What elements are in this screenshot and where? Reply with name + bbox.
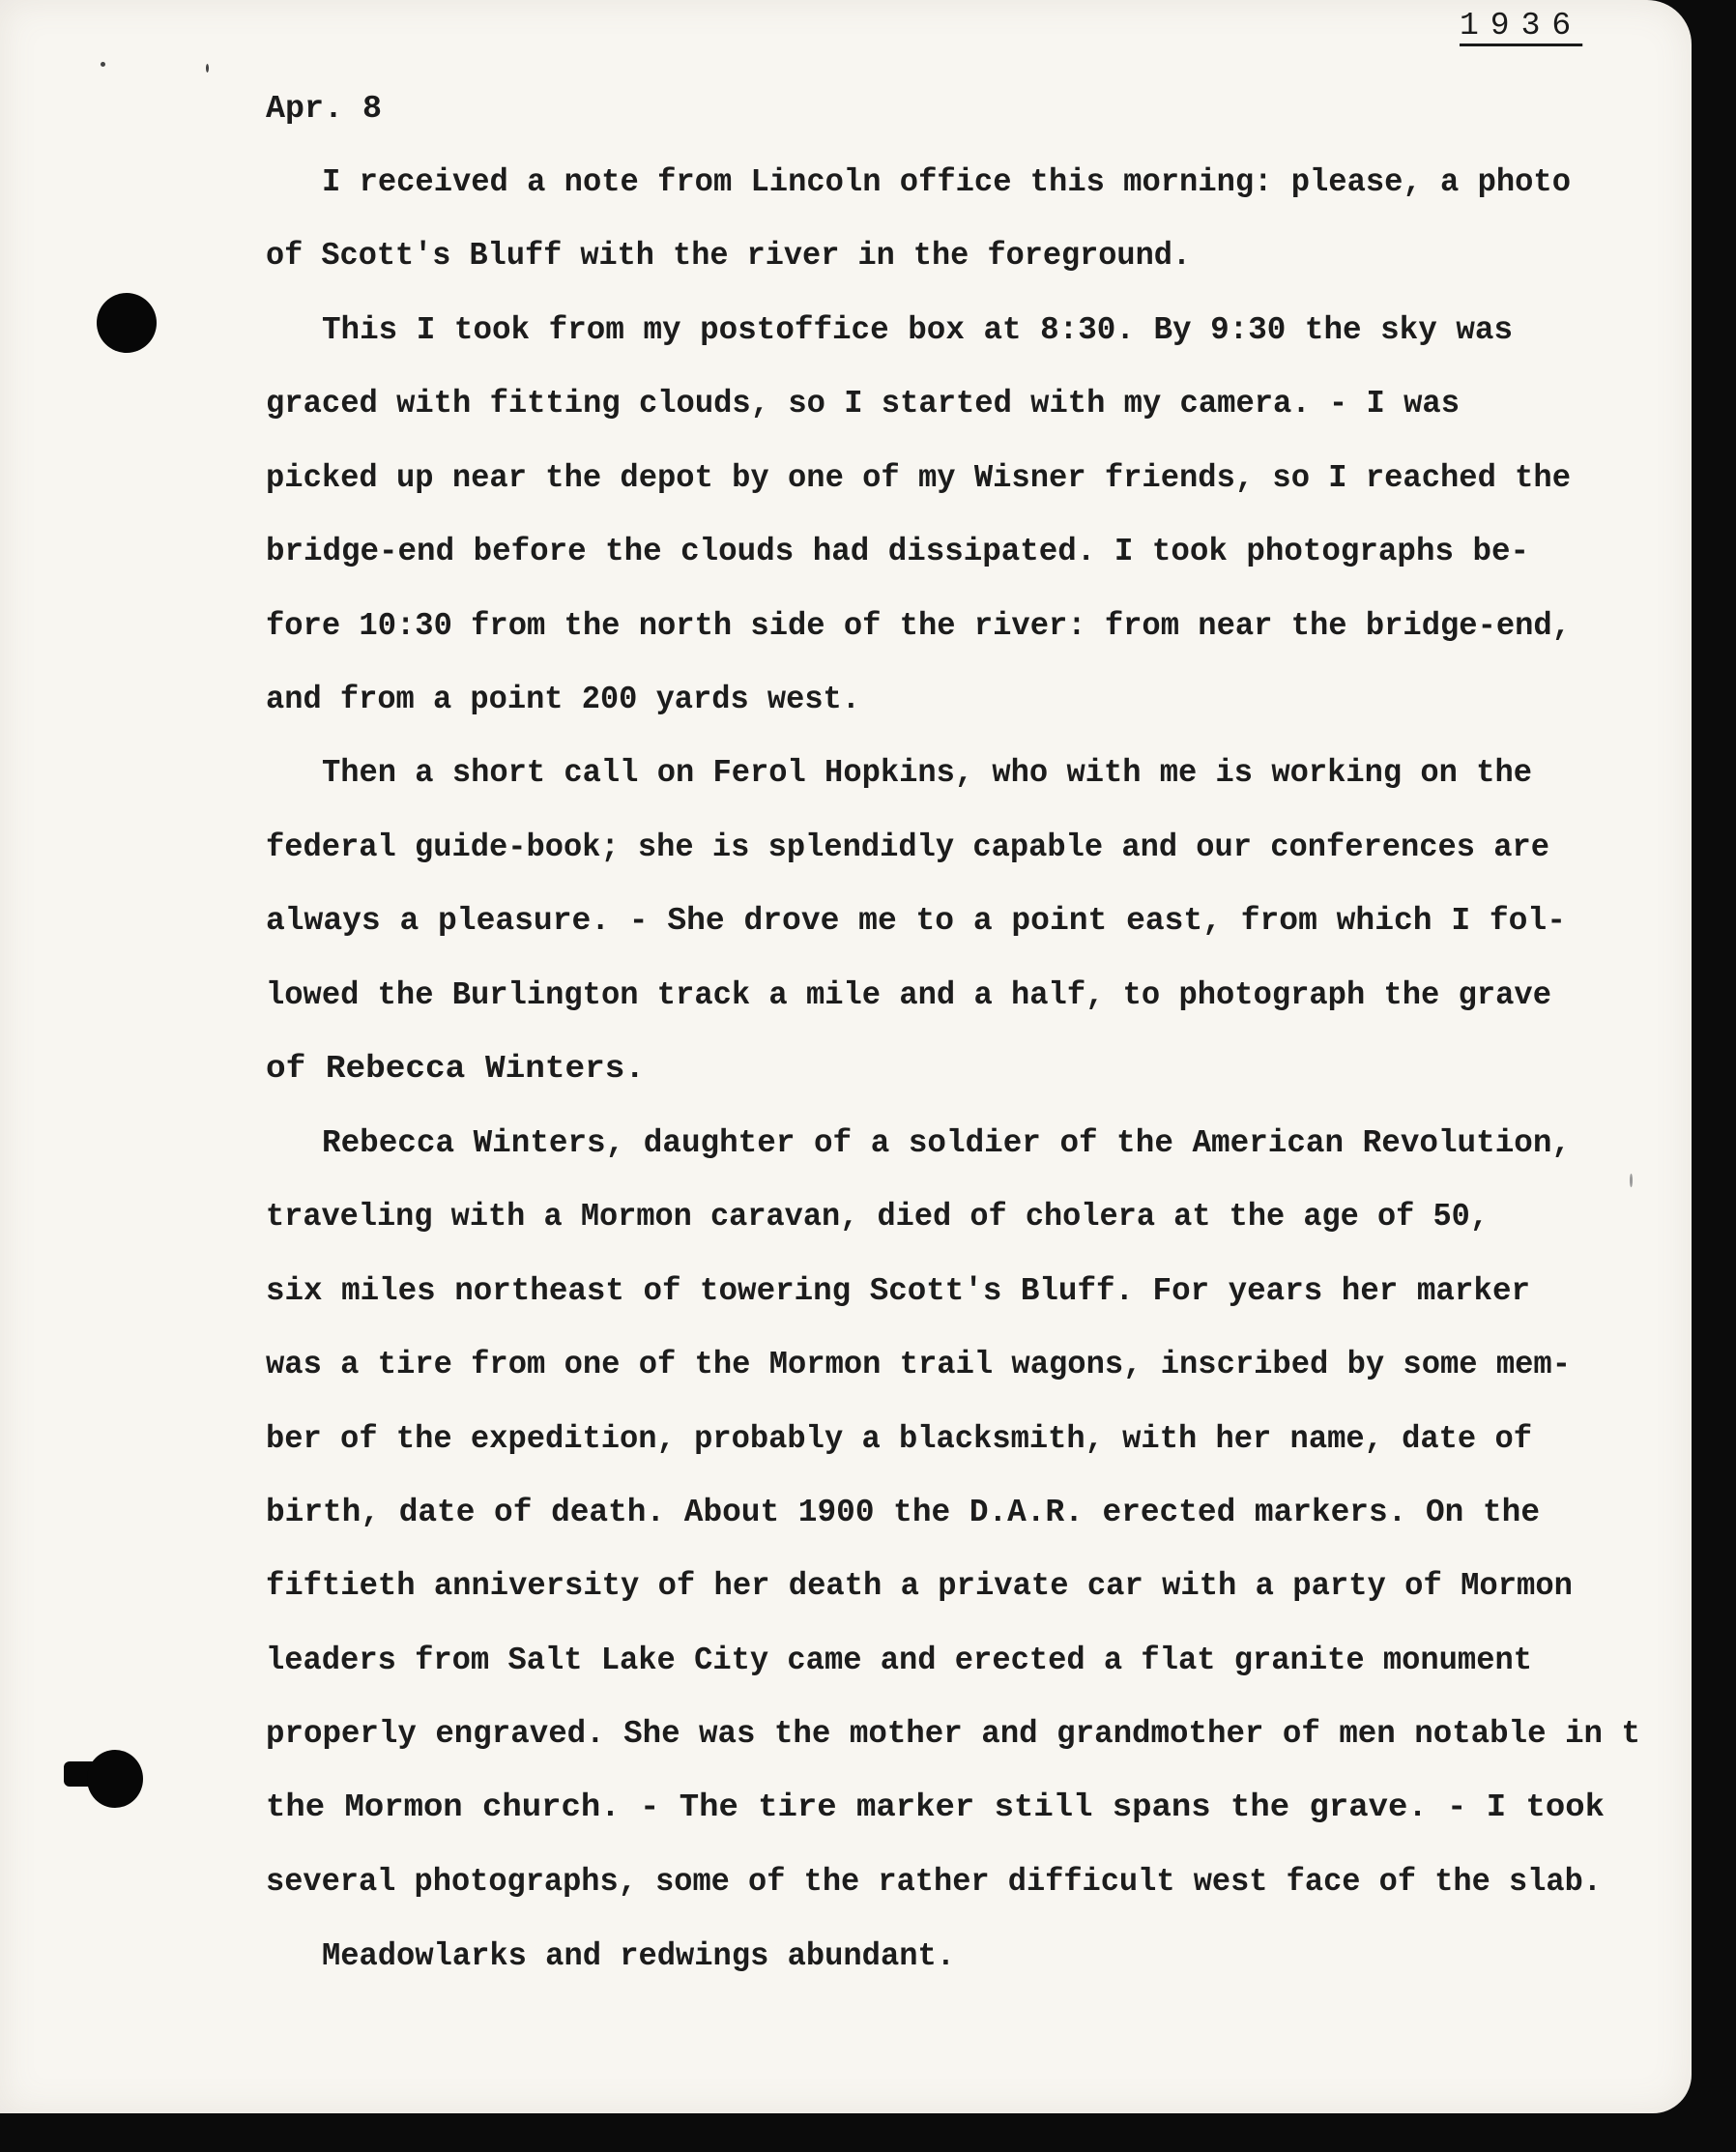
entry-line: fiftieth anniversity of her death a private car with a party of Mormon <box>266 1568 1573 1604</box>
entry-line: was a tire from one of the Mormon trail wagons, inscribed by some mem- <box>266 1347 1571 1382</box>
entry-line: picked up near the depot by one of my Wisner friends, so I reached the <box>266 460 1571 496</box>
year-header: 1936 <box>1460 8 1583 44</box>
entry-line: several photographs, some of the rather difficult west face of the slab. <box>266 1864 1602 1900</box>
entry-date: Apr. 8 <box>266 91 382 127</box>
entry-line: the Mormon church. - The tire marker still spans the grave. - I took <box>266 1789 1606 1825</box>
entry-line: I received a note from Lincoln office this morning: please, a photo <box>322 164 1571 200</box>
entry-line: lowed the Burlington track a mile and a half, to photograph the grave <box>266 977 1551 1013</box>
entry-line: This I took from my postoffice box at 8:30. By 9:30 the sky was <box>322 312 1513 348</box>
entry-line: Meadowlarks and redwings abundant. <box>322 1938 955 1974</box>
entry-line: Then a short call on Ferol Hopkins, who with me is working on the <box>322 755 1532 791</box>
entry-body <box>266 164 1640 1974</box>
entry-line: birth, date of death. About 1900 the D.A.R. erected markers. On the <box>266 1495 1540 1530</box>
entry-line: leaders from Salt Lake City came and erected a flat granite monument <box>266 1643 1532 1678</box>
entry-line: six miles northeast of towering Scott's Bluff. For years her marker <box>266 1273 1530 1309</box>
entry-line: always a pleasure. - She drove me to a point east, from which I fol- <box>266 903 1566 939</box>
entry-line: and from a point 200 yards west. <box>266 682 860 717</box>
entry-line: graced with fitting clouds, so I started with my camera. - I was <box>266 386 1460 422</box>
entry-line: of Scott's Bluff with the river in the foreground. <box>266 238 1191 274</box>
entry-line: Rebecca Winters, daughter of a soldier of the American Revolution, <box>322 1125 1571 1161</box>
entry-line: bridge-end before the clouds had dissipated. I took photographs be- <box>266 534 1529 569</box>
entry-line: ber of the expedition, probably a blacksmith, with her name, date of <box>266 1421 1532 1457</box>
entry-line: traveling with a Mormon caravan, died of cholera at the age of 50, <box>266 1199 1489 1235</box>
entry-line: fore 10:30 from the north side of the river: from near the bridge-end, <box>266 608 1571 644</box>
entry-line: federal guide-book; she is splendidly capable and our conferences are <box>266 829 1549 865</box>
entry-line: properly engraved. She was the mother and grandmother of men notable in t <box>266 1716 1640 1752</box>
entry-line: of Rebecca Winters. <box>266 1051 645 1087</box>
